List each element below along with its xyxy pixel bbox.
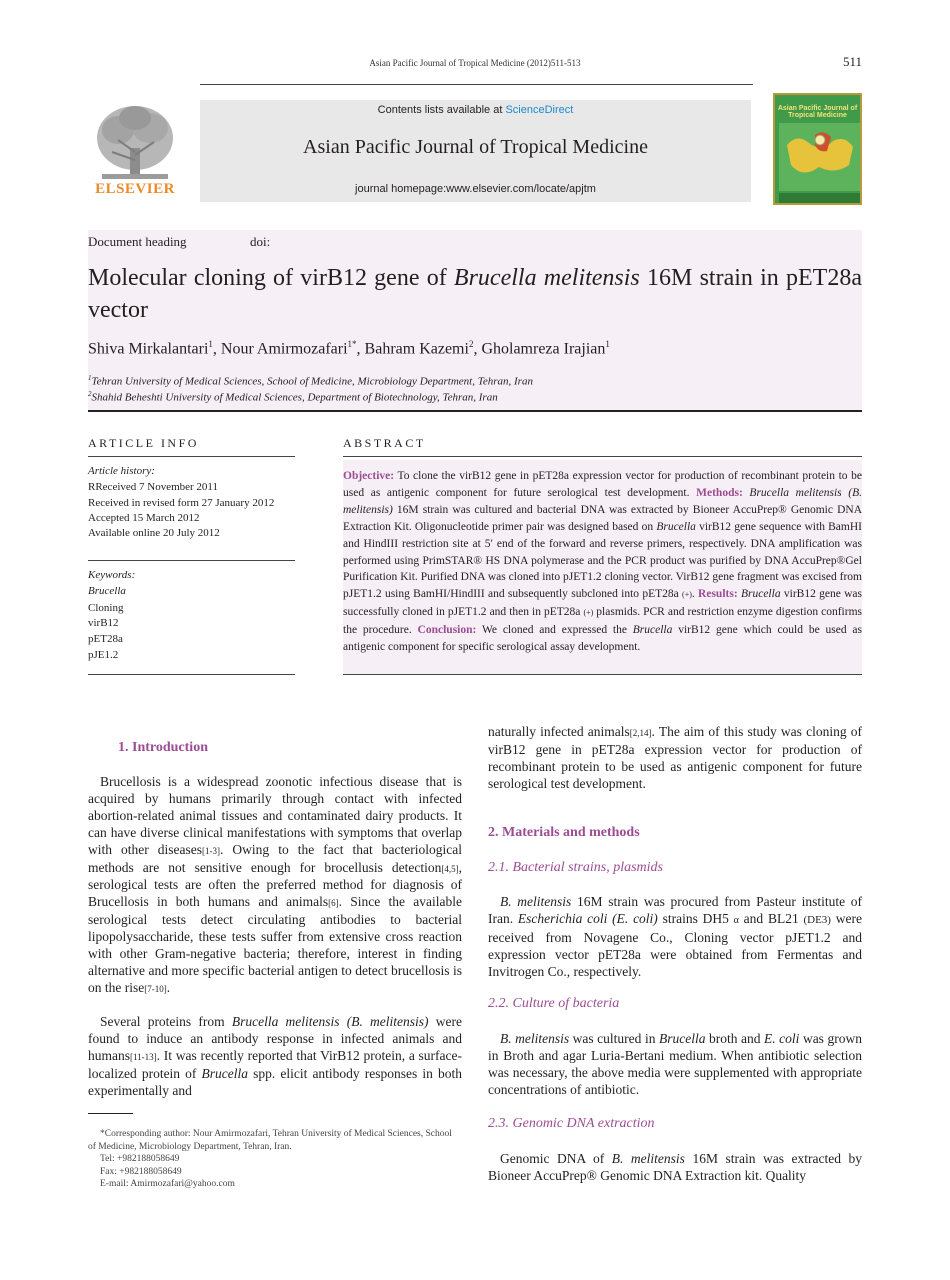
journal-cover: [773, 93, 862, 205]
body-text: Genomic DNA of: [500, 1151, 612, 1166]
affiliation-text: Shahid Beheshti University of Medical Sciences, Department of Biotechnology, Tehran, Iran: [91, 391, 498, 404]
intro-text: .: [166, 979, 171, 995]
author-name: Gholamreza Irajian: [481, 340, 606, 358]
species-name: E. coli: [764, 1031, 800, 1046]
affiliation-1: [88, 374, 862, 388]
intro-text: . Since the available serological tests detect circulating antibodies to bacterial lipopolysaccharide, these tests suffer from extensive cross reaction with other Gram-negative bacteria; therefore, interest in finding alternative and more specific bacterial antigen to detect brucellosis is on the rise: [88, 894, 462, 995]
intro-text: spp. elicit antibody responses in both experimentally and: [88, 1065, 462, 1098]
body-text: 16M strain was extracted by Bioneer AccuPrep® Genomic DNA Extraction kit. Quality: [488, 1151, 862, 1183]
footnote-tel: Tel: +982188058649: [100, 1154, 180, 1164]
methods-plus: (+): [682, 590, 692, 600]
body-text: broth and: [705, 1031, 765, 1046]
abstract-bottom-rule: [343, 674, 862, 675]
methods-text: virB12 gene sequence with BamHI and HindIII restriction site at 5′ end of the forward and reverse primers, respectively. DNA amplification was performed using PrimSTAR® HS DNA polymerase and the PCR product was purified by DNA AccuPrep®Gel Purification Kit. Purified DNA was cloned into pJET1.2 cloning vector. VirB12 gene fragment was excised from pJET1.2 using BamHI/HindIII and subsequently subcloned into pET28a: [343, 520, 862, 601]
results-species: Brucella: [740, 588, 781, 601]
intro-species: Brucella: [201, 1065, 249, 1081]
author-list: Shiva Mirkalantari$^1$, Nour Amirmozafari$^{1*}$, Bahram Kazemi$^2$, Gholamreza Irajian$^1$: [88, 339, 610, 358]
species-name: Brucella: [658, 1031, 706, 1046]
intro-text: . It was recently reported that VirB12 protein, a surface-localized protein of: [88, 1047, 462, 1081]
section-2-3-heading: 2.3. Genomic DNA extraction: [488, 1116, 655, 1131]
citation[interactable]: [1-3]: [202, 845, 221, 856]
objective-text: To clone the virB12 gene in pET28a expression vector for production of recombinant protein to be used as antigenic component for future serological test development.: [343, 470, 862, 499]
intro-text: Brucellosis is a widespread zoonotic infectious disease that is acquired by humans primarily through contact with infected abortion-related animal tissues and contaminated dairy products. It can have diverse clinical manifestations with symptoms that overlap with other diseases: [88, 774, 462, 857]
conclusion-label: Conclusion:: [417, 624, 477, 637]
intro-text: Several proteins from: [100, 1014, 232, 1029]
journal-homepage[interactable]: journal homepage:www.elsevier.com/locate/apjtm: [355, 183, 596, 195]
article-info-bottom-rule: [88, 674, 295, 675]
results-text: virB12 gene was successfully cloned in pJET1.2 and then in pET28a: [343, 588, 862, 619]
results-label: Results:: [698, 588, 738, 601]
abstract-label: ABSTRACT: [343, 436, 426, 450]
footnote-corresponding: *Corresponding author: Nour Amirmozafari, Tehran University of Medical Sciences, School of Medicine, Microbiology Department, Tehran, Iran.: [88, 1129, 452, 1152]
intro-text: naturally infected animals: [488, 724, 630, 739]
title-species: Brucella melitensis: [453, 265, 640, 291]
contents-line: [200, 104, 751, 116]
article-title: [88, 262, 862, 326]
body-text: strains DH5: [657, 910, 734, 926]
body-text: 16M strain was procured from Pasteur institute of Iran.: [488, 894, 862, 926]
section-2-1-heading: 2.1. Bacterial strains, plasmids: [488, 860, 664, 875]
cover-title: Asian Pacific Journal of Tropical Medicine: [777, 105, 858, 119]
author-sup: 1*: [347, 339, 357, 349]
intro-text: were found to induce an antibody response in infected animals and humans: [88, 1014, 462, 1063]
author-name: Bahram Kazemi: [364, 340, 469, 358]
results-plus: (+): [583, 608, 594, 618]
document-heading: Document heading: [88, 234, 187, 249]
body-text: was grown in Broth and agar Luria-Bertani medium. When antibiotic selection was necessary, the above media were supplemented with appropriate concentrations of antibiotic.: [488, 1031, 862, 1097]
intro-text: , serological tests are often the preferred method for diagnosis of Brucellosis in both humans and animals: [88, 859, 462, 910]
affiliation-sup: 2: [88, 390, 92, 398]
section-2-2-text: [488, 1031, 862, 1099]
intro-heading: 1. Introduction: [118, 740, 208, 755]
intro-continuation: [488, 724, 862, 793]
contents-prefix: Contents lists available at: [377, 104, 506, 116]
keyword-item: Brucella: [88, 585, 126, 597]
history-item: Received in revised form 27 January 2012: [88, 497, 275, 509]
methods-text: .: [691, 588, 699, 601]
intro-species: Brucella melitensis (B. melitensis): [231, 1014, 429, 1029]
title-part-2: 16M strain in pET28a vector: [88, 265, 862, 323]
corresponding-footnote: [88, 1128, 462, 1191]
title-rule: [88, 410, 862, 412]
running-header: Asian Pacific Journal of Tropical Medicine (2012)511-513: [369, 58, 581, 68]
results-text: plasmids. PCR and restriction enzyme digestion confirms the procedure.: [343, 606, 863, 637]
section-2-2-heading: 2.2. Culture of bacteria: [488, 996, 620, 1011]
journal-title: Asian Pacific Journal of Tropical Medicine: [303, 136, 648, 158]
methods-text: 16M strain was cultured and bacterial DNA was extracted by Bioneer AccuPrep® Genomic DNA Extraction Kit. Oligonucleotide primer pair was designed based on: [343, 503, 862, 533]
keywords-label: Keywords:: [88, 569, 136, 581]
methods-species: Brucella melitensis (B. melitensis): [343, 486, 863, 516]
citation[interactable]: [7-10]: [144, 983, 167, 994]
article-info-rule: [88, 456, 295, 457]
intro-paragraph-1: [88, 774, 462, 998]
intro-text: . The aim of this study was cloning of virB12 gene in pET28a expression vector for production of recombinant protein to be used as antigenic component for future serological test development.: [488, 724, 862, 791]
history-item: Accepted 15 March 2012: [88, 512, 200, 524]
author-name: Shiva Mirkalantari: [88, 340, 209, 358]
intro-text: . Owing to the fact that bacteriological methods are not sensitive enough for brocellusis detection: [88, 841, 462, 875]
article-info-label: ARTICLE INFO: [88, 436, 199, 450]
keyword-item: pET28a: [88, 633, 123, 645]
abstract-rule: [343, 456, 862, 457]
footnote-fax: Fax: +982188058649: [100, 1166, 182, 1177]
conclusion-species: Brucella: [632, 624, 673, 637]
elsevier-wordmark: ELSEVIER: [95, 181, 175, 197]
species-name: B. melitensis: [500, 894, 572, 909]
history-item: Available online 20 July 2012: [88, 527, 220, 539]
body-text: and BL21: [738, 910, 804, 926]
conclusion-text: We cloned and expressed the: [476, 624, 633, 637]
doi-label: doi:: [250, 234, 271, 249]
affiliation-sup: 1: [88, 374, 92, 382]
author-sup: 1: [208, 339, 213, 349]
species-name: B. melitensis: [611, 1151, 685, 1166]
sciencedirect-link[interactable]: ScienceDirect: [505, 104, 574, 116]
citation[interactable]: [6]: [328, 898, 339, 909]
species-name: B. melitensis: [500, 1031, 570, 1046]
page-number: 511: [842, 54, 862, 69]
species-name: Escherichia coli (E. coli): [517, 910, 658, 926]
body-text: was cultured in: [569, 1031, 659, 1046]
conclusion-text: virB12 gene which could be used as antigenic component for specific serological assay development.: [343, 624, 862, 654]
footnote-rule: [88, 1113, 133, 1114]
citation[interactable]: [11-13]: [130, 1051, 157, 1062]
section-2-3-text: [488, 1151, 862, 1185]
author-name: Nour Amirmozafari: [220, 340, 348, 358]
keyword-item: virB12: [88, 617, 119, 629]
methods-heading: 2. Materials and methods: [488, 825, 640, 840]
article-history-label: Article history:: [88, 465, 155, 477]
header-rule: [200, 84, 753, 85]
keywords-rule: [88, 560, 295, 561]
affiliation-text: Tehran University of Medical Sciences, School of Medicine, Microbiology Department, Tehran, Iran: [91, 375, 533, 388]
methods-label: Methods:: [696, 486, 743, 499]
body-text: were received from Novagene Co., Cloning vector pJET1.2 and expression vector pET28a were obtained from Fermentas and Invitrogen Co., respectively.: [488, 910, 862, 979]
keyword-item: Cloning: [88, 602, 124, 614]
intro-paragraph-2: [88, 1014, 462, 1100]
alpha-symbol: α: [733, 914, 739, 926]
history-item: RReceived 7 November 2011: [88, 481, 219, 493]
author-sup: 2: [468, 339, 474, 349]
methods-species: Brucella: [656, 520, 696, 533]
objective-label: Objective:: [343, 470, 395, 482]
abstract-text: [343, 468, 862, 656]
title-part-1: Molecular cloning of virB12 gene of: [88, 265, 454, 291]
footnote-email[interactable]: E-mail: Amirmozafari@yahoo.com: [100, 1179, 235, 1189]
strain-de3: (DE3): [803, 913, 831, 926]
keyword-item: pJE1.2: [88, 649, 119, 661]
affiliation-2: [88, 390, 862, 404]
citation[interactable]: [2,14]: [629, 728, 652, 738]
section-2-1-text: [488, 894, 862, 981]
citation[interactable]: [4,5]: [441, 863, 459, 874]
author-sup: 1: [605, 339, 610, 349]
